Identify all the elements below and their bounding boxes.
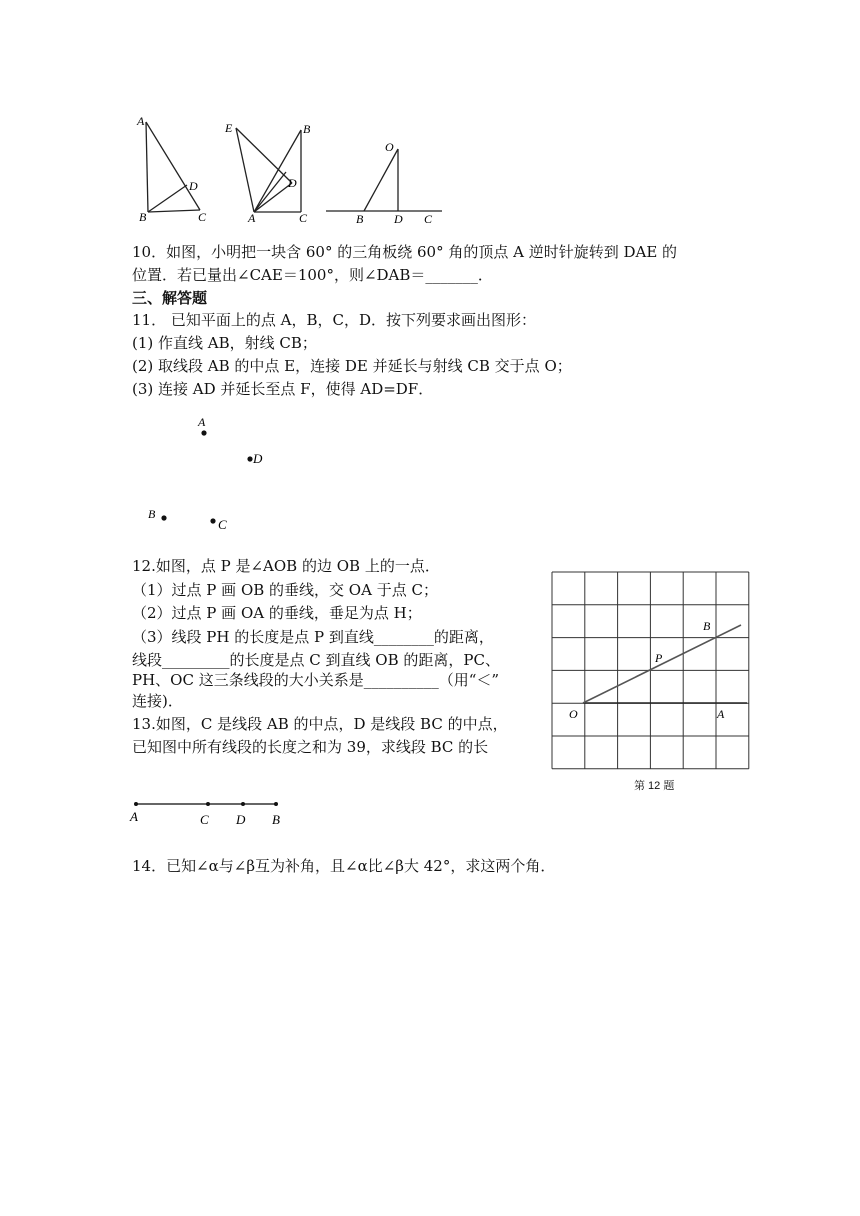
q11-label-a: A xyxy=(198,415,206,429)
q10-f2-label-e: E xyxy=(225,121,233,135)
q10-f3-label-b: B xyxy=(356,212,364,226)
q10-f1-label-d: D xyxy=(189,179,198,193)
q10-f1-label-a: A xyxy=(137,114,145,128)
q10-f1-label-c: C xyxy=(198,210,207,224)
q10-f3-label-o: O xyxy=(385,140,394,154)
q12-line-4: （3）线段 PH 的长度是点 P 到直线________的距离， xyxy=(132,628,494,646)
q11-step-2: (2) 取线段 AB 的中点 E，连接 DE 并延长与射线 CB 交于点 O； xyxy=(132,357,572,375)
q12-line-2: （1）过点 P 画 OB 的垂线，交 OA 于点 C； xyxy=(132,581,438,599)
q12-label-o: O xyxy=(569,707,578,721)
q12-label-p: P xyxy=(655,651,663,665)
q13-line-1: 13.如图，C 是线段 AB 的中点，D 是线段 BC 的中点， xyxy=(132,715,508,733)
q10-line-1: 10．如图，小明把一块含 60° 的三角板绕 60° 角的顶点 A 逆时针旋转到 DAE 的 xyxy=(132,243,678,261)
q10-line-2: 位置．若已量出∠CAE＝100°，则∠DAB＝_______． xyxy=(132,266,493,284)
q13-point-c xyxy=(206,802,210,806)
q13-line-2: 已知图中所有线段的长度之和为 39，求线段 BC 的长 xyxy=(132,738,489,756)
q12-line-6: PH、OC 这三条线段的大小关系是__________（用“＜” xyxy=(132,671,500,689)
section-title: 三、解答题 xyxy=(132,289,208,307)
q13-label-b: B xyxy=(272,812,280,827)
q12-line-3: （2）过点 P 画 OA 的垂线，垂足为点 H； xyxy=(132,604,422,622)
q12-label-b: B xyxy=(703,619,711,633)
q13-label-a: A xyxy=(130,809,138,824)
q12-line-1: 12.如图，点 P 是∠AOB 的边 OB 上的一点． xyxy=(132,557,440,575)
q12-caption: 第 12 题 xyxy=(634,780,675,792)
q12-label-a: A xyxy=(717,707,725,721)
q11-step-1: (1) 作直线 AB，射线 CB； xyxy=(132,334,317,352)
q13-label-c: C xyxy=(200,812,209,827)
q10-f3-label-c: C xyxy=(424,212,433,226)
q11-label-b: B xyxy=(148,507,156,521)
q11-stem: 11． 已知平面上的点 A，B，C，D．按下列要求画出图形： xyxy=(132,311,536,329)
q14-text: 14．已知∠α与∠β互为补角，且∠α比∠β大 42°，求这两个角． xyxy=(132,857,556,875)
q13-point-a xyxy=(134,802,138,806)
q13-point-b xyxy=(274,802,278,806)
q11-label-c: C xyxy=(218,517,227,532)
q13-point-d xyxy=(241,802,245,806)
q12-line-5: 线段_________的长度是点 C 到直线 OB 的距离，PC、 xyxy=(132,651,500,669)
q10-f2-label-a: A xyxy=(248,211,256,225)
q11-step-3: (3) 连接 AD 并延长至点 F，使得 AD=DF． xyxy=(132,380,434,398)
q10-f2-label-b: B xyxy=(303,122,311,136)
q10-f2-label-c: C xyxy=(299,211,308,225)
q11-label-d: D xyxy=(253,451,263,466)
q13-label-d: D xyxy=(236,812,246,827)
q10-f3-label-d: D xyxy=(394,212,403,226)
q10-f2-label-d: D xyxy=(288,176,297,190)
q12-line-7: 连接)． xyxy=(132,692,183,710)
q10-f1-label-b: B xyxy=(139,210,147,224)
